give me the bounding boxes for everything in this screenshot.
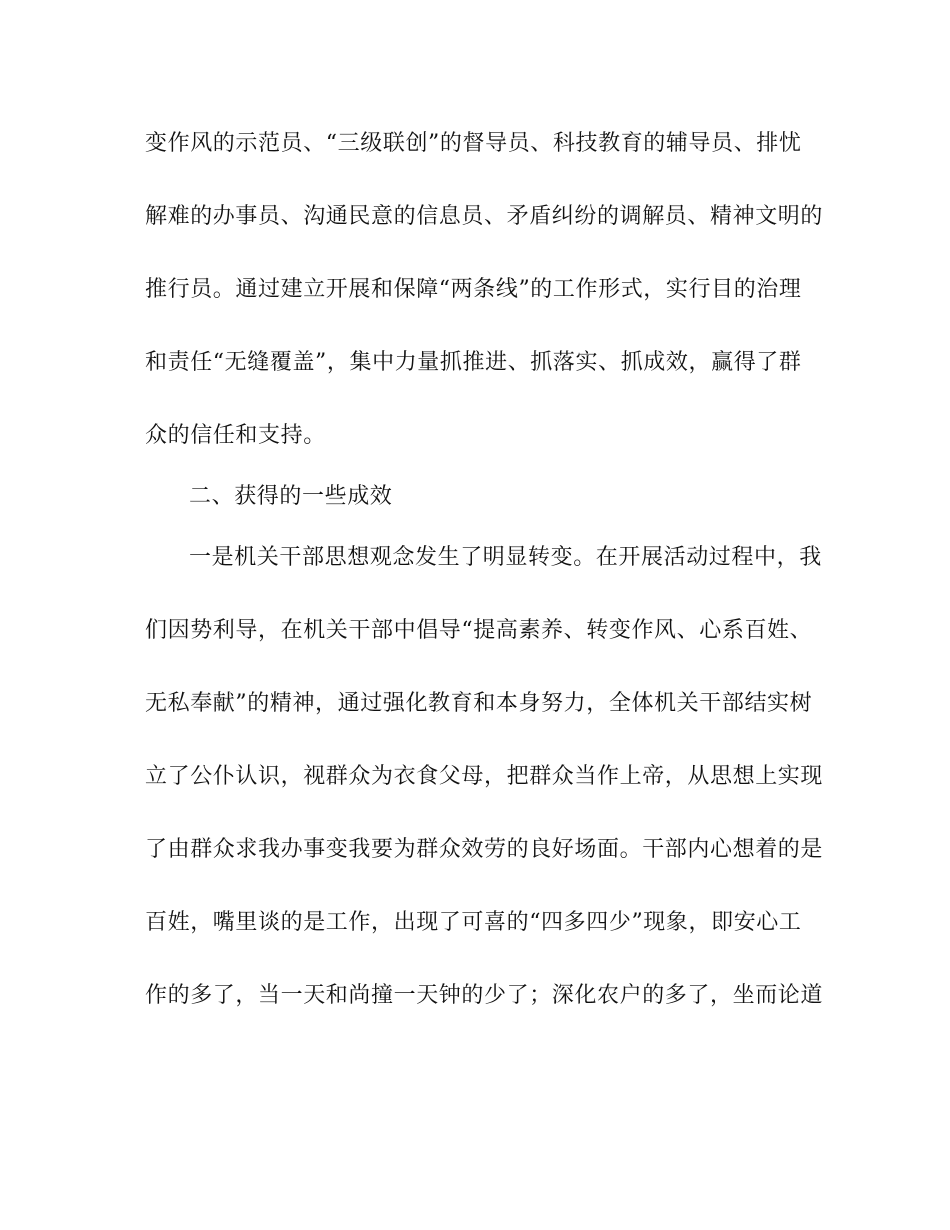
text-line: 百姓，嘴里谈的是工作，出现了可喜的“四多四少”现象，即安心工 (145, 910, 802, 935)
text-line: 和责任“无缝覆盖”，集中力量抓推进、抓落实、抓成效，赢得了群 (145, 350, 802, 375)
text-line: 一是机关干部思想观念发生了明显转变。在开展活动过程中，我 (189, 545, 822, 570)
text-line: 无私奉献”的精神，通过强化教育和本身努力，全体机关干部结实树 (145, 691, 813, 716)
text-line: 了由群众求我办事变我要为群众效劳的良好场面。干部内心想着的是 (145, 837, 824, 862)
text-line: 众的信任和支持。 (145, 423, 326, 448)
text-line: 解难的办事员、沟通民意的信息员、矛盾纠纷的调解员、精神文明的 (145, 204, 824, 229)
text-line: 们因势利导，在机关干部中倡导“提高素养、转变作风、心系百姓、 (145, 618, 813, 643)
text-line: 作的多了，当一天和尚撞一天钟的少了；深化农户的多了，坐而论道 (145, 983, 824, 1008)
text-line: 立了公仆认识，视群众为衣食父母，把群众当作上帝，从思想上实现 (145, 764, 824, 789)
section-heading: 二、获得的一些成效 (189, 484, 393, 509)
text-line: 推行员。通过建立开展和保障“两条线”的工作形式，实行目的治理 (145, 277, 802, 302)
text-line: 变作风的示范员、“三级联创”的督导员、科技教育的辅导员、排忧 (145, 131, 802, 156)
